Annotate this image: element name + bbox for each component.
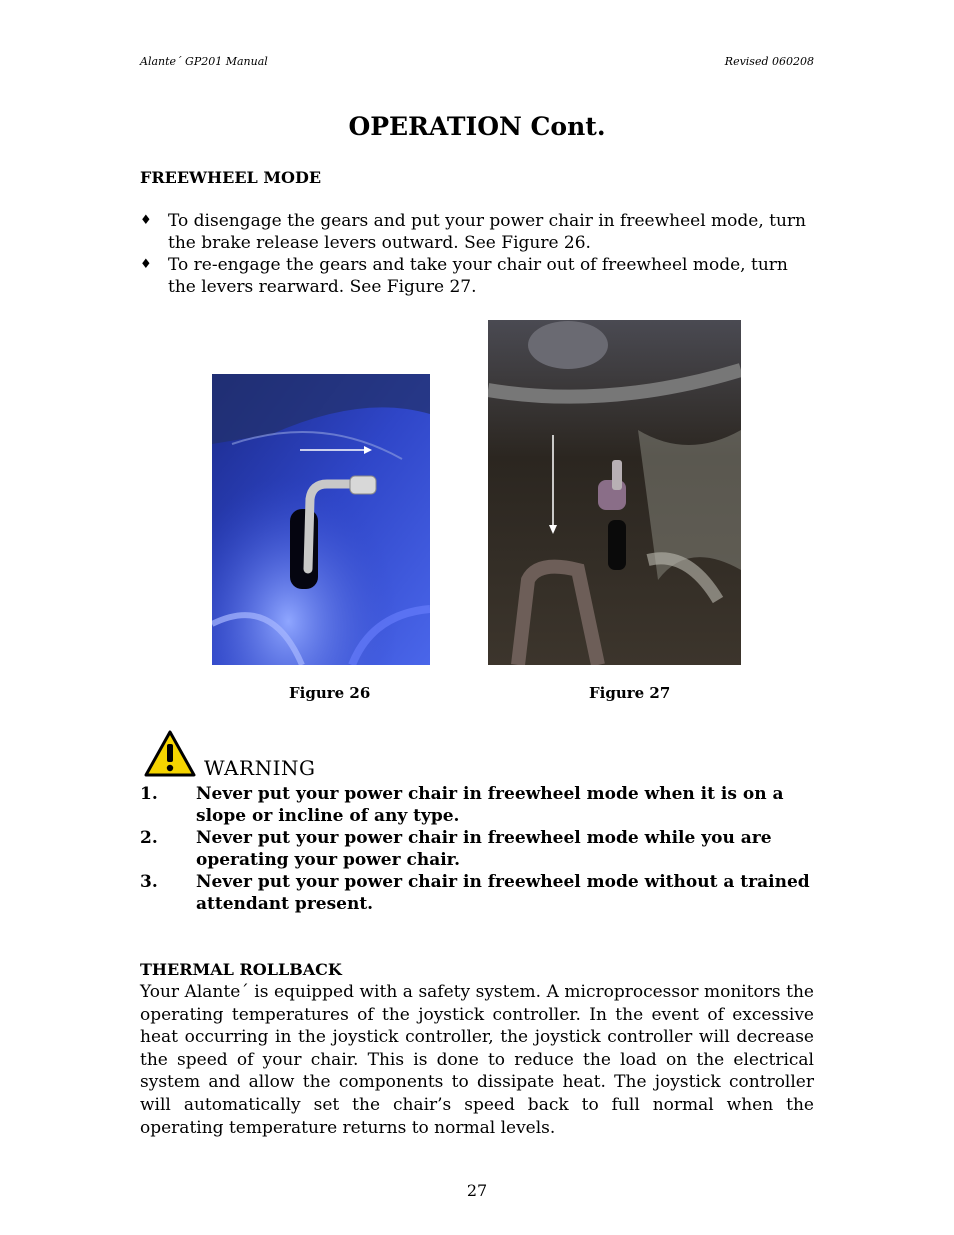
figure-27-image [488, 320, 741, 665]
warning-list [140, 783, 820, 915]
bullet-text: To disengage the gears and put your power chair in freewheel mode, turn the brake release levers outward. See Figure 26. [168, 211, 806, 253]
warning-label: WARNING [204, 756, 316, 780]
bullet-text: To re-engage the gears and take your chair out of freewheel mode, turn the levers rearward. See Figure 27. [168, 255, 788, 297]
warning-item [140, 827, 820, 871]
diamond-bullet-icon: ♦ [140, 213, 152, 228]
bullet-item [140, 210, 820, 254]
warning-number: 1. [140, 784, 158, 804]
freewheel-bullet-list [140, 210, 820, 298]
warning-text: Never put your power chair in freewheel mode without a trained attendant present. [196, 872, 810, 914]
figure-27-caption: Figure 27 [589, 684, 671, 702]
warning-number: 3. [140, 872, 158, 892]
header-manual-title: Alante´ GP201 Manual [140, 55, 268, 68]
freewheel-heading: FREEWHEEL MODE [140, 168, 322, 187]
figure-26-photo [212, 374, 430, 665]
page-number: 27 [466, 1181, 488, 1200]
figure-26-image [212, 374, 430, 665]
thermal-body: Your Alante´ is equipped with a safety system. A microprocessor monitors the operating temperatures of the joystick controller. In the event of excessive heat occurring in the joystick controller, the joystick controller will decrease the speed of your chair. This is done to reduce the load on the electrical system and allow the components to dissipate heat. The joystick controller will automatically set the chair’s speed back to full normal when the operating temperature returns to normal levels. [140, 982, 814, 1138]
warning-triangle-icon [144, 730, 196, 778]
warning-text: Never put your power chair in freewheel mode while you are operating your power chair. [196, 828, 772, 870]
warning-item [140, 783, 820, 827]
warning-item [140, 871, 820, 915]
bullet-item [140, 254, 820, 298]
header-revision: Revised 060208 [724, 55, 814, 68]
figure-27-photo [488, 320, 741, 665]
figure-26-caption: Figure 26 [289, 684, 371, 702]
thermal-heading: THERMAL ROLLBACK [140, 960, 342, 979]
page-title: OPERATION Cont. [348, 112, 606, 141]
warning-number: 2. [140, 828, 158, 848]
warning-text: Never put your power chair in freewheel mode when it is on a slope or incline of any type. [196, 784, 784, 826]
diamond-bullet-icon: ♦ [140, 257, 152, 272]
